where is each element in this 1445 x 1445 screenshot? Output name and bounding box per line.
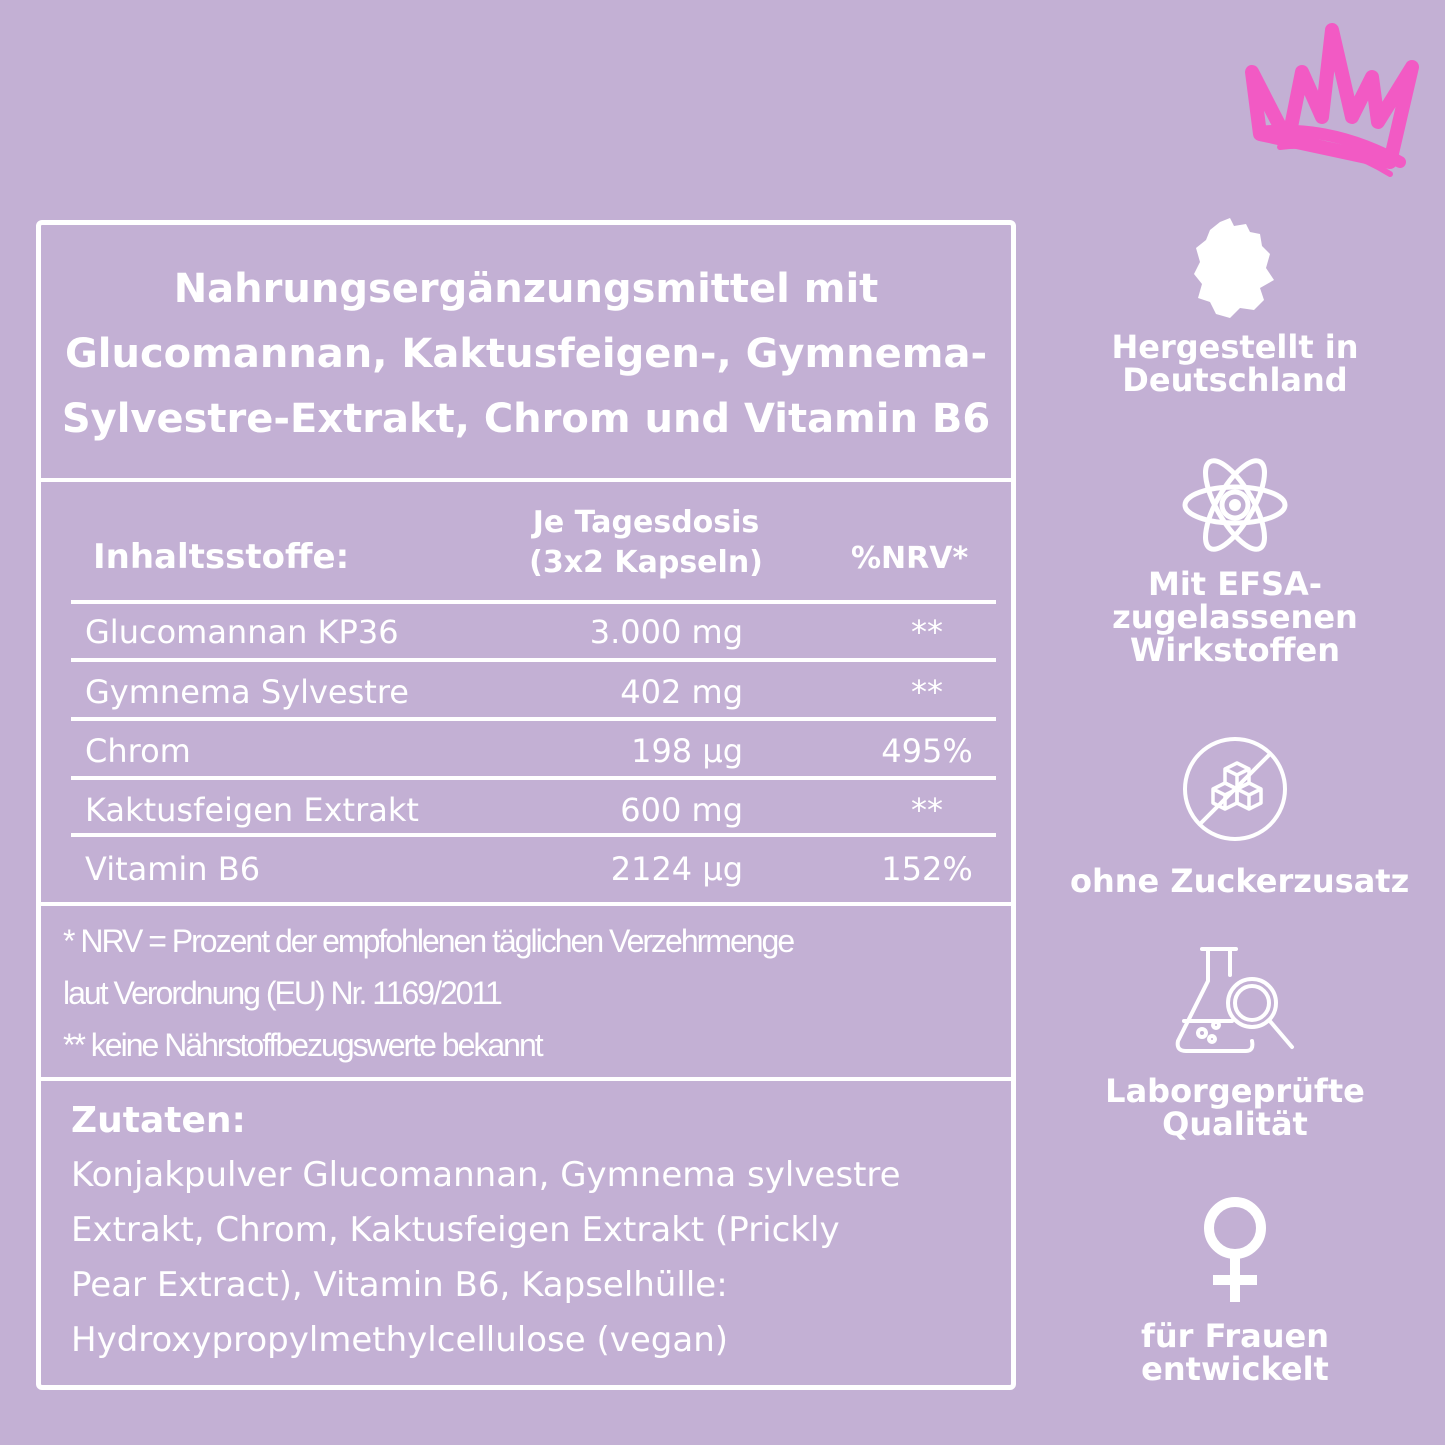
row-divider [71, 717, 996, 721]
divider [41, 902, 1011, 906]
header-ingredients: Inhaltsstoffe: [93, 537, 350, 577]
row-nrv: ** [911, 613, 943, 651]
row-name: Glucomannan KP36 [85, 613, 399, 651]
table-row [85, 665, 1005, 721]
badge-for-women [1070, 1196, 1400, 1386]
table-row [85, 724, 1005, 780]
badge-label-line: Mit EFSA- [1147, 565, 1323, 603]
row-name: Chrom [85, 732, 191, 770]
header-nrv: %NRV* [851, 541, 969, 576]
footnote-line: laut Verordnung (EU) Nr. 1169/2011 [63, 975, 501, 1011]
row-nrv: ** [911, 791, 943, 829]
badge-label-line: Qualität [1162, 1105, 1308, 1143]
female-symbol-icon [1200, 1196, 1270, 1306]
row-divider [71, 600, 996, 604]
badge-label-line: Hergestellt in [1111, 328, 1359, 366]
badge-label [1070, 1317, 1400, 1388]
badge-label-line: Deutschland [1122, 361, 1348, 399]
row-dose: 198 µg [631, 732, 743, 770]
ingredients-line: Konjakpulver Glucomannan, Gymnema sylvestre [71, 1155, 901, 1195]
ingredients-section [71, 1093, 901, 1368]
badge-label-line: Laborgeprüfte [1105, 1072, 1365, 1110]
ingredients-line: Hydroxypropylmethylcellulose (vegan) [71, 1320, 729, 1360]
ingredients-line: Extrakt, Chrom, Kaktusfeigen Extrakt (Prickly [71, 1210, 840, 1250]
divider [41, 478, 1011, 482]
badge-label [1070, 1072, 1400, 1143]
divider [41, 1077, 1011, 1081]
badge-efsa [1070, 450, 1400, 667]
lab-flask-magnifier-icon [1170, 945, 1300, 1055]
nutrition-panel [36, 220, 1016, 1390]
badge-label [1070, 565, 1400, 669]
header-dose [511, 503, 781, 583]
row-dose: 402 mg [620, 673, 743, 711]
germany-map-icon [1190, 218, 1280, 323]
title-line: Sylvestre-Extrakt, Chrom und Vitamin B6 [61, 396, 991, 442]
badge-label [1070, 328, 1400, 399]
crown-icon [1240, 22, 1420, 187]
badge-made-in-germany [1070, 218, 1400, 397]
row-name: Kaktusfeigen Extrakt [85, 791, 419, 829]
row-nrv: 495% [881, 732, 973, 770]
row-dose: 600 mg [620, 791, 743, 829]
badge-label-line: zugelassenen [1112, 598, 1358, 636]
badge-label-line: für Frauen [1140, 1317, 1330, 1355]
atom-icon [1180, 450, 1290, 560]
badge-label-line: Wirkstoffen [1129, 631, 1341, 669]
ingredients-text [71, 1148, 901, 1368]
footnotes [63, 915, 793, 1071]
ingredients-line: Pear Extract), Vitamin B6, Kapselhülle: [71, 1265, 728, 1305]
header-dose-line: (3x2 Kapseln) [529, 545, 763, 580]
header-dose-line: Je Tagesdosis [532, 505, 760, 540]
table-row [85, 842, 1005, 898]
table-row [85, 605, 1005, 661]
badge-lab-tested [1070, 945, 1400, 1141]
row-nrv: 152% [881, 850, 973, 888]
ingredients-heading: Zutaten: [71, 1100, 246, 1141]
row-dose: 2124 µg [610, 850, 743, 888]
table-row [85, 783, 1005, 839]
row-divider [71, 658, 996, 662]
row-name: Vitamin B6 [85, 850, 261, 888]
row-divider [71, 833, 996, 837]
row-dose: 3.000 mg [589, 613, 743, 651]
footnote-line: ** keine Nährstoffbezugswerte bekannt [63, 1027, 542, 1063]
title-line: Nahrungsergänzungsmittel mit [173, 266, 879, 312]
row-nrv: ** [911, 673, 943, 711]
row-name: Gymnema Sylvestre [85, 673, 409, 711]
badge-label [1070, 862, 1410, 900]
badge-label-line: entwickelt [1141, 1350, 1329, 1388]
footnote-line: * NRV = Prozent der empfohlenen täglichen Verzehrmenge [63, 923, 794, 959]
badge-no-added-sugar [1070, 735, 1410, 900]
row-divider [71, 776, 996, 780]
panel-title [41, 257, 1011, 452]
badge-label-line: ohne Zuckerzusatz [1070, 862, 1410, 900]
no-sugar-cubes-icon [1181, 735, 1289, 843]
title-line: Glucomannan, Kaktusfeigen-, Gymnema- [64, 331, 988, 377]
